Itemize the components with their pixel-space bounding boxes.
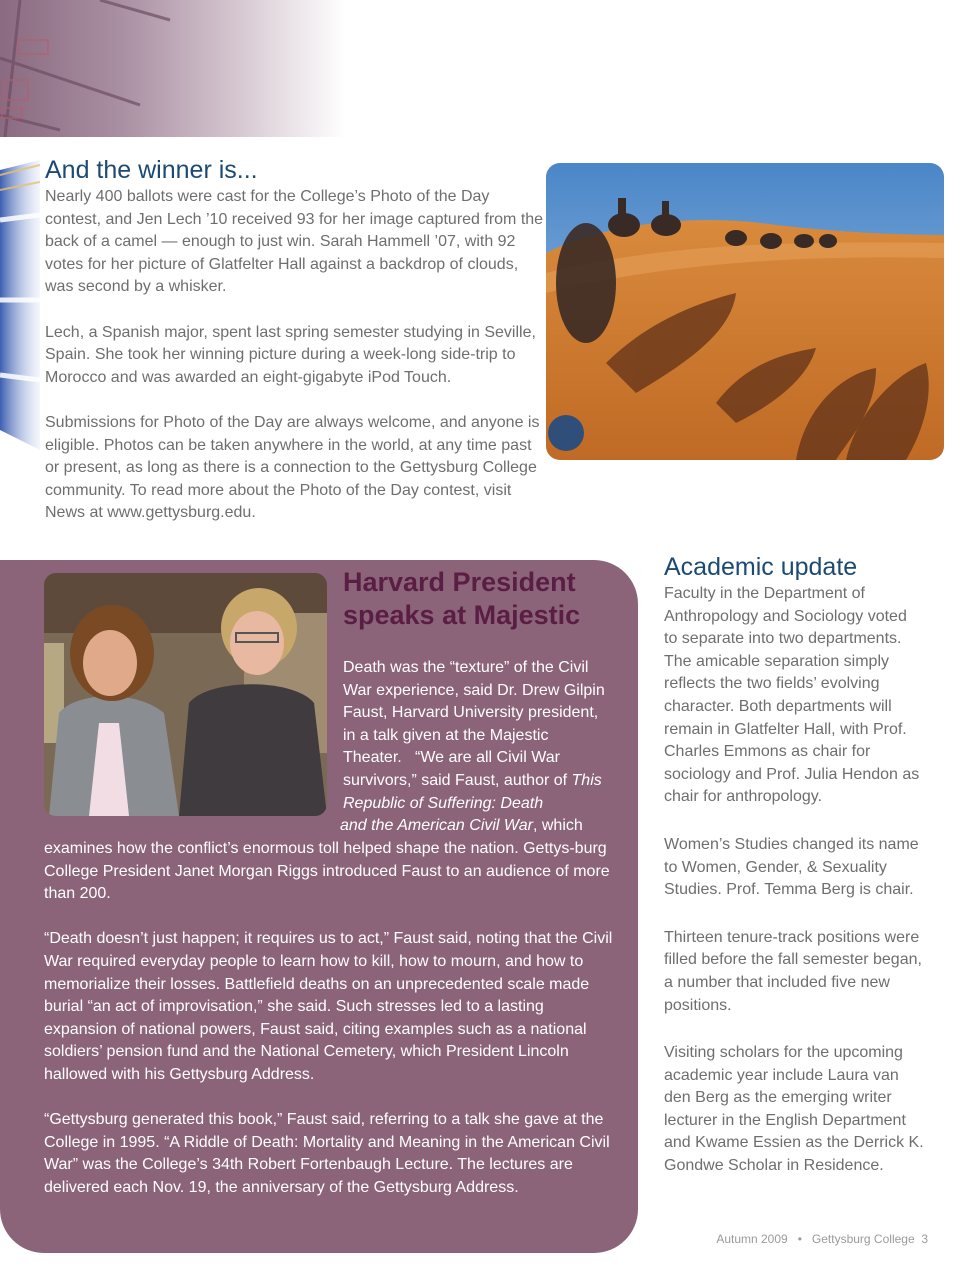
winner-heading: And the winner is...: [45, 156, 258, 184]
academic-heading: Academic update: [664, 553, 858, 581]
feature-lead-end: examines how the conflict’s enormous toll helped shape the nation. Gettys-burg College President Janet Morgan Riggs introduced Faust to an audience of more than 200.: [44, 840, 610, 903]
academic-paragraph-4: Visiting scholars for the upcoming academic year include Laura van den Berg as the emerging writer lecturer in the English Department and Kwame Essien as the Derrick K. Gondwe Scholar in Residence.: [664, 1044, 924, 1175]
winner-paragraph-3: Submissions for Photo of the Day are always welcome, and anyone is eligible. Photos can be taken anywhere in the world, at any time past or present, as long as there is a connection to the Gettysburg College community. To read more about the Photo of the Day contest, visit News at www.gettysburg.edu.: [45, 413, 540, 522]
feature-lead-visible: Death was the “texture” of the Civil War experience, said Dr. Drew Gilpin Faust, Harvard University president, in a talk given at the Majestic Theater. “We are all Civil War survivors,” said Faust, author of This Republic of Suffering: Death: [343, 659, 605, 812]
footer-separator: •: [797, 1232, 802, 1246]
feature-lead-continued: and the American Civil War, which: [340, 817, 583, 834]
feature-lead-paragraph: [343, 657, 613, 815]
decorative-map-graphic: [0, 0, 345, 137]
feature-heading: Harvard President speaks at Majestic: [343, 567, 581, 630]
academic-article: [664, 583, 924, 1203]
winner-article: [45, 186, 545, 548]
winner-paragraph-1: Nearly 400 ballots were cast for the College’s Photo of the Day contest, and Jen Lech ’10 received 93 for her image captured from the back of a camel — enough to just win. Sarah Hammell ’07, with 92 votes for her picture of Glatfelter Hall against a backdrop of clouds, was second by a whisker.: [45, 188, 544, 296]
feature-paragraph-3: “Gettysburg generated this book,” Faust said, referring to a talk she gave at the College in 1995. “A Riddle of Death: Mortality and Meaning in the American Civil War” was the College’s 34th Robert Fortenbaugh Lecture. The lectures are delivered each Nov. 19, the anniversary of the Gettysburg Address.: [44, 1111, 610, 1196]
presidents-portrait-photo: [44, 573, 327, 816]
camel-caravan-photo: [546, 163, 944, 460]
academic-paragraph-3: Thirteen tenure-track positions were filled before the fall semester began, a number that included five new positions.: [664, 928, 922, 1014]
footer-publication: Gettysburg College: [811, 1232, 915, 1246]
page-number: 3: [921, 1232, 928, 1246]
page-footer: [716, 1232, 928, 1246]
feature-body: [44, 838, 614, 1222]
decorative-window-graphic: [0, 160, 40, 450]
feature-paragraph-2: “Death doesn’t just happen; it requires us to act,” Faust said, noting that the Civil War required everyday people to learn how to kill, how to mourn, and how to memorialize their losses. Battlefield deaths on an unprecedented scale made burial “an act of improvisation,” she said. Such stresses led to a lasting expansion of national powers, Faust said, citing examples such as a national soldiers’ pension fund and the National Cemetery, which President Lincoln hallowed with his Gettysburg Address.: [44, 930, 613, 1083]
winner-paragraph-2: Lech, a Spanish major, spent last spring semester studying in Seville, Spain. She took her winning picture during a week-long side-trip to Morocco and was awarded an eight-gigabyte iPod Touch.: [45, 323, 536, 386]
footer-issue: Autumn 2009: [716, 1232, 788, 1246]
academic-paragraph-2: Women’s Studies changed its name to Women, Gender, & Sexuality Studies. Prof. Temma Berg is chair.: [664, 835, 919, 899]
academic-paragraph-1: Faculty in the Department of Anthropology and Sociology voted to separate into two departments. The amicable separation simply reflects the two fields’ evolving character. Both departments will remain in Glatfelter Hall, with Prof. Charles Emmons as chair for sociology and Prof. Julia Hendon as chair for anthropology.: [664, 585, 920, 806]
